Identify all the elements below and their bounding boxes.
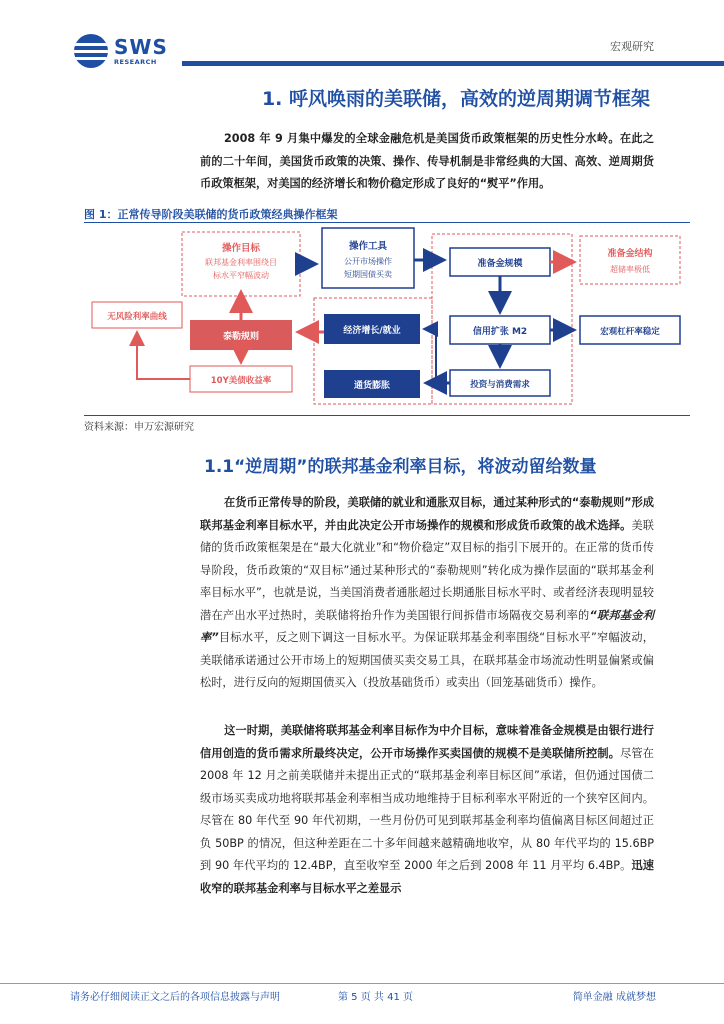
intro-text: 2008 年 9 月集中爆发的全球金融危机是美国货币政策框架的历史性分水岭。在此之前的二十年间，美国货币政策的决策、操作、传导机制是非常经典的大国、高效、逆周期货币政策框架，对美国的经济增长和物价稳定形成了良好的“熨平”作用。 <box>200 132 654 190</box>
page-title: 1. 呼风唤雨的美联储，高效的逆周期调节框架 <box>261 88 650 110</box>
section-subtitle: 1.1“逆周期”的联邦基金利率目标，将波动留给数量 <box>204 457 597 477</box>
p1-italic-term: “联邦基金利率” <box>200 608 654 644</box>
footer-disclaimer: 请务必仔细阅读正文之后的各项信息披露与声明 <box>70 992 280 1003</box>
node-taylor-label: 泰勒规则 <box>222 332 260 342</box>
p1-text-a: 美联储的货币政策框架是在“最大化就业”和“物价稳定”双目标的指引下展开的。在正常的货币传导阶段，货币政策的“双目标”通过某种形式的“泰勒规则”转化成为操作层面的“联邦基金利率目标水平”，也就是说，当美国消费者通胀超过长期通胀目标水平时、或者经济表现明显较潜在产出水平过热时，美联储将抬升作为美国银行间拆借市场隔夜交易利率的 <box>200 518 654 622</box>
logo-subtext: RESEARCH <box>114 58 157 66</box>
figure-bottom-rule <box>84 415 690 416</box>
section-label: 宏观研究 <box>610 40 654 53</box>
node-reserve-structure-title: 准备金结构 <box>607 249 653 259</box>
node-inflation-label: 通货膨胀 <box>353 381 391 391</box>
node-growth-label: 经济增长/就业 <box>343 326 401 336</box>
p2-bold-text: 这一时期，美联储将联邦基金利率目标作为中介目标，意味着准备金规模是由银行进行信用创造的货币需求所最终决定，公开市场操作买卖国债的规模不是美联储所控制。 <box>200 724 654 760</box>
header-divider <box>182 61 724 66</box>
node-tool-line2: 短期国债买卖 <box>344 270 392 279</box>
figure-top-rule <box>84 222 690 223</box>
node-reserve-structure-sub: 超储率极低 <box>610 265 650 274</box>
figure-source: 资料来源：申万宏源研究 <box>84 422 194 433</box>
p2-bold-tail: 迅速收窄的联邦基金利率与目标水平之差显示 <box>200 859 654 895</box>
p1-bold-text: 在货币正常传导的阶段，美联储的就业和通胀双目标，通过某种形式的“泰勒规则”形成联邦基金利率目标水平，并由此决定公开市场操作的规模和形成货币政策的战术选择。 <box>200 496 654 532</box>
node-riskfree-label: 无风险利率曲线 <box>107 312 167 322</box>
logo-text: SWS <box>114 35 168 59</box>
node-invest-label: 投资与消费需求 <box>470 380 530 390</box>
intro-paragraph <box>200 128 654 196</box>
footer-slogan: 简单金融 成就梦想 <box>572 992 656 1003</box>
policy-framework-diagram <box>84 224 690 414</box>
p2-text: 尽管在 2008 年 12 月之前美联储并未提出正式的“联邦基金利率目标区间”承诺，但仍通过国债二级市场买卖成功地将联邦基金利率相当成功地维持于目标利率水平附近的一个狭窄区间内。尽管在 80 年代至 90 年代初期，一些月份仍可见到联邦基金利率均值偏离目标区间超过正负 50BP 的情况，但这种差距在二十多年间越来越精确地收窄，从 80 年代平均的 15.6BP 到 90 年代平均的 12.4BP，直至收窄至 2000 年之后到 2008 年 11 月平均 6.4BP。 <box>200 746 654 872</box>
footer-page-number: 第 5 页 共 41 页 <box>338 992 413 1003</box>
paragraph-2 <box>200 720 654 900</box>
figure-title: 图 1：正常传导阶段美联储的货币政策经典操作框架 <box>84 208 338 221</box>
node-10y-label: 10Y美债收益率 <box>210 376 272 386</box>
p1-text-b: 目标水平，反之则下调这一目标水平。为保证联邦基金利率围绕“目标水平”窄幅波动，美联储承诺通过公开市场上的短期国债买卖交易工具，在联邦基金市场流动性明显偏紧或偏松时，进行反向的短期国债买入（投放基础货币）或卖出（回笼基础货币）操作。 <box>200 631 654 689</box>
paragraph-1 <box>200 492 654 695</box>
node-leverage-label: 宏观杠杆率稳定 <box>600 327 660 337</box>
node-reserve-structure <box>580 236 680 284</box>
node-tool-line1: 公开市场操作 <box>344 257 392 266</box>
footer-divider <box>0 983 724 984</box>
node-target-line2: 标水平窄幅波动 <box>213 271 269 280</box>
logo-mark-icon <box>74 34 108 68</box>
sws-logo <box>74 34 184 70</box>
node-tool-title: 操作工具 <box>348 241 388 252</box>
node-target-line1: 联邦基金利率围绕目 <box>205 258 277 267</box>
node-target-title: 操作目标 <box>221 243 261 254</box>
node-reserve-label: 准备金规模 <box>477 259 523 269</box>
node-credit-label: 信用扩张 M2 <box>472 327 528 337</box>
